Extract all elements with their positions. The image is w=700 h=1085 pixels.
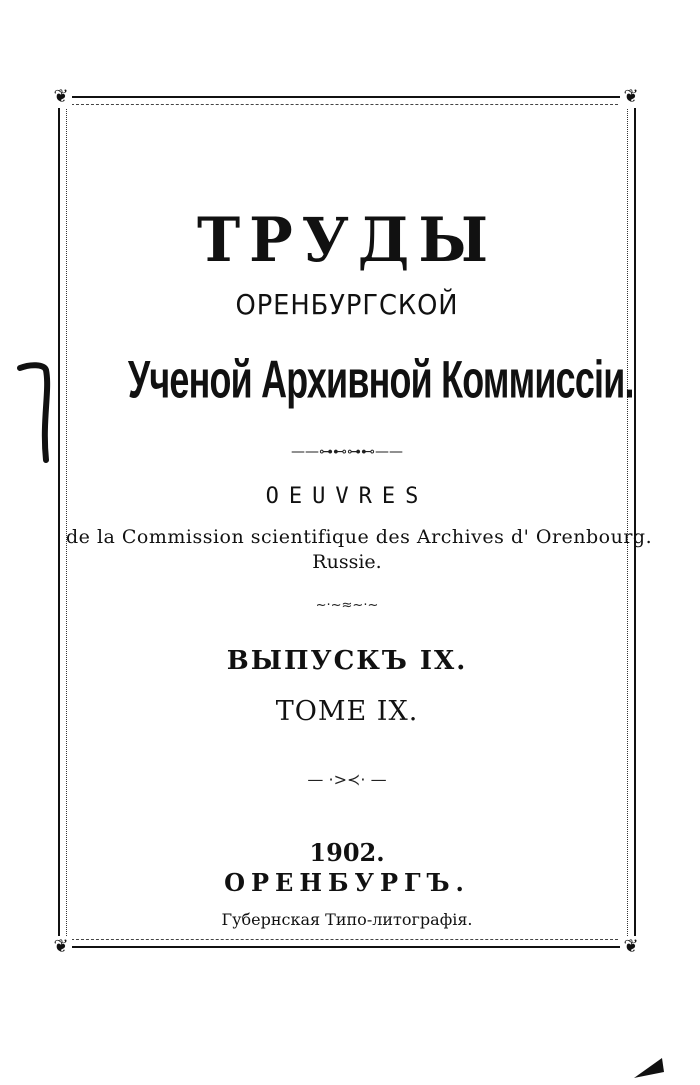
ornament-divider-2: ~·~≈~·~ [315, 598, 379, 613]
printer-name: Губернская Типо-литографія. [221, 910, 473, 929]
corner-ornament-top-right: ❦ [620, 86, 642, 108]
margin-bracket-mark [16, 360, 56, 470]
ornament-divider-1: ——⊶⊷⊶⊷—— [291, 444, 403, 460]
corner-ornament-bottom-right: ❦ [620, 936, 642, 958]
corner-ornament-top-left: ❦ [50, 86, 72, 108]
french-description: de la Commission scientifique des Archives d' Orenbourg. [66, 526, 653, 548]
subtitle-commission: Ученой Архивной Коммиссіи. [127, 349, 634, 409]
page-corner-mark [628, 1052, 668, 1082]
tome-number: TOME IX. [275, 696, 419, 727]
french-title: OEUVRES [265, 484, 429, 509]
subtitle-region: ОРЕНБУРГСКОЙ [235, 288, 459, 321]
corner-ornament-bottom-left: ❦ [50, 936, 72, 958]
publication-city: ОРЕНБУРГЪ. [224, 868, 470, 897]
issue-number: ВЫПУСКЪ IX. [226, 646, 468, 676]
french-country: Russie. [312, 551, 382, 573]
publication-year: 1902. [309, 838, 385, 867]
ornament-divider-3: — ·>≺· — [307, 770, 387, 789]
page-title: ТРУДЫ [196, 204, 498, 276]
